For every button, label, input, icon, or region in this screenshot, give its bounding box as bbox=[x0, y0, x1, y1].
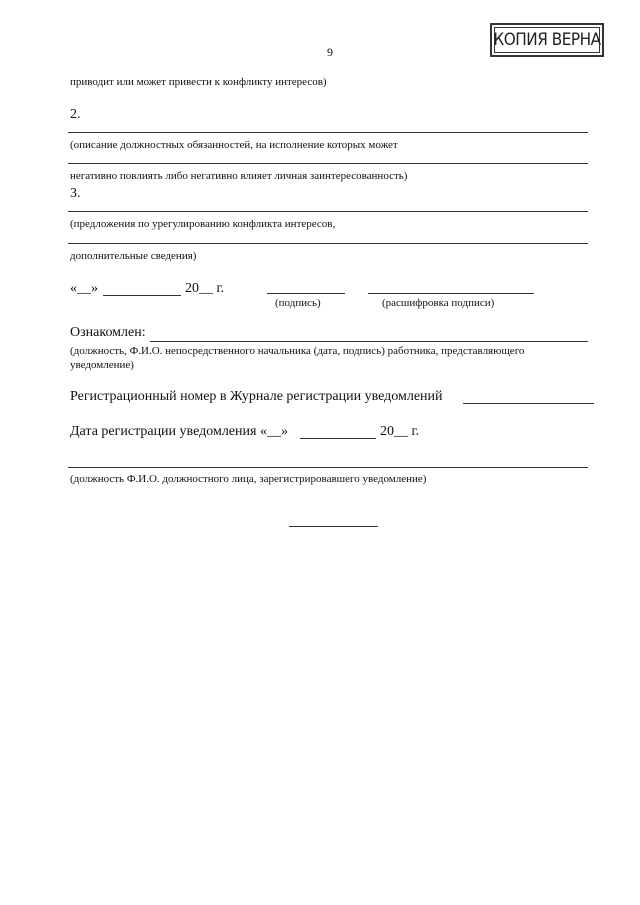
registrar-fill-line bbox=[68, 467, 588, 468]
item-3-fill-line-1 bbox=[68, 211, 588, 212]
item-2-fill-line-1 bbox=[68, 132, 588, 133]
registration-date-month-line bbox=[300, 438, 376, 439]
item-2-fill-line-2 bbox=[68, 163, 588, 164]
registrar-note: (должность Ф.И.О. должностного лица, зарегистрировавшего уведомление) bbox=[70, 473, 427, 485]
closing-divider bbox=[289, 526, 378, 527]
signature-label: (подпись) bbox=[275, 297, 321, 309]
item-3-number: 3. bbox=[70, 186, 81, 201]
decoding-label: (расшифровка подписи) bbox=[382, 297, 495, 309]
acquainted-note-1: (должность, Ф.И.О. непосредственного начальника (дата, подпись) работника, представляющего bbox=[70, 345, 525, 357]
item-3-fill-line-2 bbox=[68, 243, 588, 244]
item-2-note-2: негативно повлиять либо негативно влияет личная заинтересованность) bbox=[70, 170, 408, 182]
registration-number-label: Регистрационный номер в Журнале регистрации уведомлений bbox=[70, 389, 443, 404]
continuation-text: приводит или может привести к конфликту интересов) bbox=[70, 76, 327, 88]
signature-line bbox=[267, 293, 345, 294]
date-year: 20__ г. bbox=[185, 281, 225, 296]
registration-date-year: 20__ г. bbox=[380, 424, 420, 439]
item-2-note-1: (описание должностных обязанностей, на исполнение которых может bbox=[70, 139, 398, 151]
acquainted-label: Ознакомлен: bbox=[70, 325, 146, 340]
date-day: «__» bbox=[70, 281, 98, 296]
page-number: 9 bbox=[327, 45, 333, 59]
item-3-note-1: (предложения по урегулированию конфликта интересов, bbox=[70, 218, 336, 230]
date-month-line bbox=[103, 295, 181, 296]
registration-date-label: Дата регистрации уведомления «__» bbox=[70, 424, 288, 439]
item-3-note-2: дополнительные сведения) bbox=[70, 250, 197, 262]
decoding-line bbox=[368, 293, 534, 294]
registration-number-line bbox=[463, 403, 594, 404]
acquainted-fill-line bbox=[150, 341, 588, 342]
item-2-number: 2. bbox=[70, 107, 81, 122]
stamp-text: КОПИЯ ВЕРНА bbox=[493, 30, 601, 50]
copy-certified-stamp bbox=[490, 23, 604, 57]
acquainted-note-2: уведомление) bbox=[70, 359, 134, 371]
